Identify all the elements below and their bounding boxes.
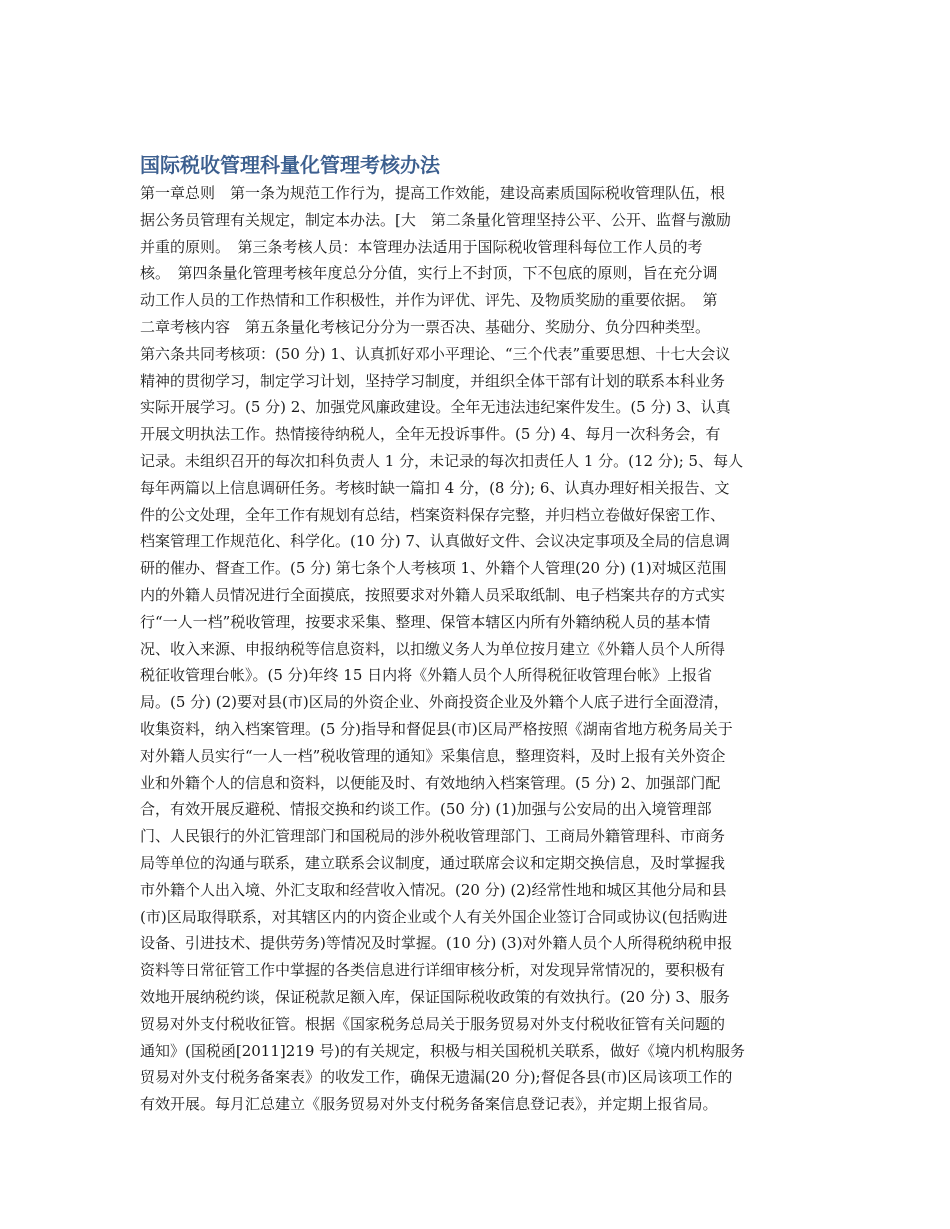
body-line: 贸易对外支付税务备案表》的收发工作，确保无遗漏(20 分);督促各县(市)区局该项工作的: [140, 1068, 733, 1087]
body-line: 门、人民银行的外汇管理部门和国税局的涉外税收管理部门、工商局外籍管理科、市商务: [140, 827, 726, 846]
body-line: 实际开展学习。(5 分) 2、加强党风廉政建设。全年无违法违纪案件发生。(5 分) 3、认真: [140, 398, 731, 417]
body-line: 资料等日常征管工作中掌握的各类信息进行详细审核分析，对发现异常情况的，要积极有: [140, 961, 726, 980]
body-line: 核。 第四条量化管理考核年度总分分值，实行上不封顶，下不包底的原则，旨在充分调: [140, 264, 718, 283]
body-line: 对外籍人员实行“一人一档”税收管理的通知》采集信息，整理资料，及时上报有关外资企: [140, 746, 726, 765]
body-line: 局。(5 分) (2)要对县(市)区局的外资企业、外商投资企业及外籍个人底子进行全面澄清，: [140, 693, 729, 712]
body-line: 每年两篇以上信息调研任务。考核时缺一篇扣 4 分，(8 分); 6、认真办理好相关报告、文: [140, 478, 730, 497]
body-line: (市)区局取得联系，对其辖区内的内资企业或个人有关外国企业签订合同或协议(包括购进: [140, 907, 728, 926]
body-line: 业和外籍个人的信息和资料，以便能及时、有效地纳入档案管理。(5 分) 2、加强部门配: [140, 773, 721, 792]
body-line: 动工作人员的工作热情和工作积极性，并作为评优、评先、及物质奖励的重要依据。 第: [140, 291, 718, 310]
document-title: 国际税收管理科量化管理考核办法: [140, 153, 440, 177]
body-line: 档案管理工作规范化、科学化。(10 分) 7、认真做好文件、会议决定事项及全局的信息调: [140, 532, 730, 551]
body-line: 效地开展纳税约谈，保证税款足额入库，保证国际税收政策的有效执行。(20 分) 3、服务: [140, 987, 730, 1006]
body-line: 件的公文处理，全年工作有规划有总结，档案资料保存完整，并归档立卷做好保密工作、: [140, 505, 726, 524]
document-body: [140, 180, 812, 1118]
body-line: 况、收入来源、申报纳税等信息资料，以扣缴义务人为单位按月建立《外籍人员个人所得: [140, 639, 726, 658]
body-line: 局等单位的沟通与联系，建立联系会议制度，通过联席会议和定期交换信息，及时掌握我: [140, 853, 726, 872]
body-line: 设备、引进技术、提供劳务)等情况及时掌握。(10 分) (3)对外籍人员个人所得税纳税申报: [140, 934, 733, 953]
body-line: 二章考核内容 第五条量化考核记分分为一票否决、基础分、奖励分、负分四种类型。: [140, 317, 711, 336]
body-line: 有效开展。每月汇总建立《服务贸易对外支付税务备案信息登记表》，并定期上报省局。: [140, 1095, 718, 1114]
body-line: 内的外籍人员情况进行全面摸底，按照要求对外籍人员采取纸制、电子档案共存的方式实: [140, 585, 726, 604]
body-line: 贸易对外支付税收征管。根据《国家税务总局关于服务贸易对外支付税收征管有关问题的: [140, 1014, 726, 1033]
body-line: 税征收管理台帐》。(5 分)年终 15 日内将《外籍人员个人所得税征收管理台帐》上报省: [140, 666, 713, 685]
body-line: 开展文明执法工作。热情接待纳税人，全年无投诉事件。(5 分) 4、每月一次科务会，有: [140, 425, 721, 444]
body-line: 精神的贯彻学习，制定学习计划，坚持学习制度，并组织全体干部有计划的联系本科业务: [140, 371, 726, 390]
body-line: 收集资料，纳入档案管理。(5 分)指导和督促县(市)区局严格按照《湖南省地方税务局关于: [140, 719, 733, 738]
body-line: 市外籍个人出入境、外汇支取和经营收入情况。(20 分) (2)经常性地和城区其他分局和县: [140, 880, 727, 899]
body-line: 记录。未组织召开的每次扣科负责人 1 分，未记录的每次扣责任人 1 分。(12 分); 5、每人: [140, 451, 744, 470]
body-line: 行“一人一档”税收管理，按要求采集、整理、保管本辖区内所有外籍纳税人员的基本情: [140, 612, 711, 631]
body-line: 并重的原则。 第三条考核人员：本管理办法适用于国际税收管理科每位工作人员的考: [140, 237, 703, 256]
body-line: 第六条共同考核项：(50 分) 1、认真抓好邓小平理论、“三个代表”重要思想、十七大会议: [140, 344, 731, 363]
body-line: 合，有效开展反避税、情报交换和约谈工作。(50 分) (1)加强与公安局的出入境管理部: [140, 800, 712, 819]
body-line: 第一章总则 第一条为规范工作行为，提高工作效能，建设高素质国际税收管理队伍，根: [140, 184, 726, 202]
body-line: 研的催办、督查工作。(5 分) 第七条个人考核项 1、外籍个人管理(20 分) (1)对城区范围: [140, 559, 727, 578]
body-line: 通知》(国税函[2011]219 号)的有关规定，积极与相关国税机关联系，做好《境内机构服务: [140, 1041, 745, 1060]
body-line: 据公务员管理有关规定，制定本办法。[大 第二条量化管理坚持公平、公开、监督与激励: [140, 210, 731, 229]
